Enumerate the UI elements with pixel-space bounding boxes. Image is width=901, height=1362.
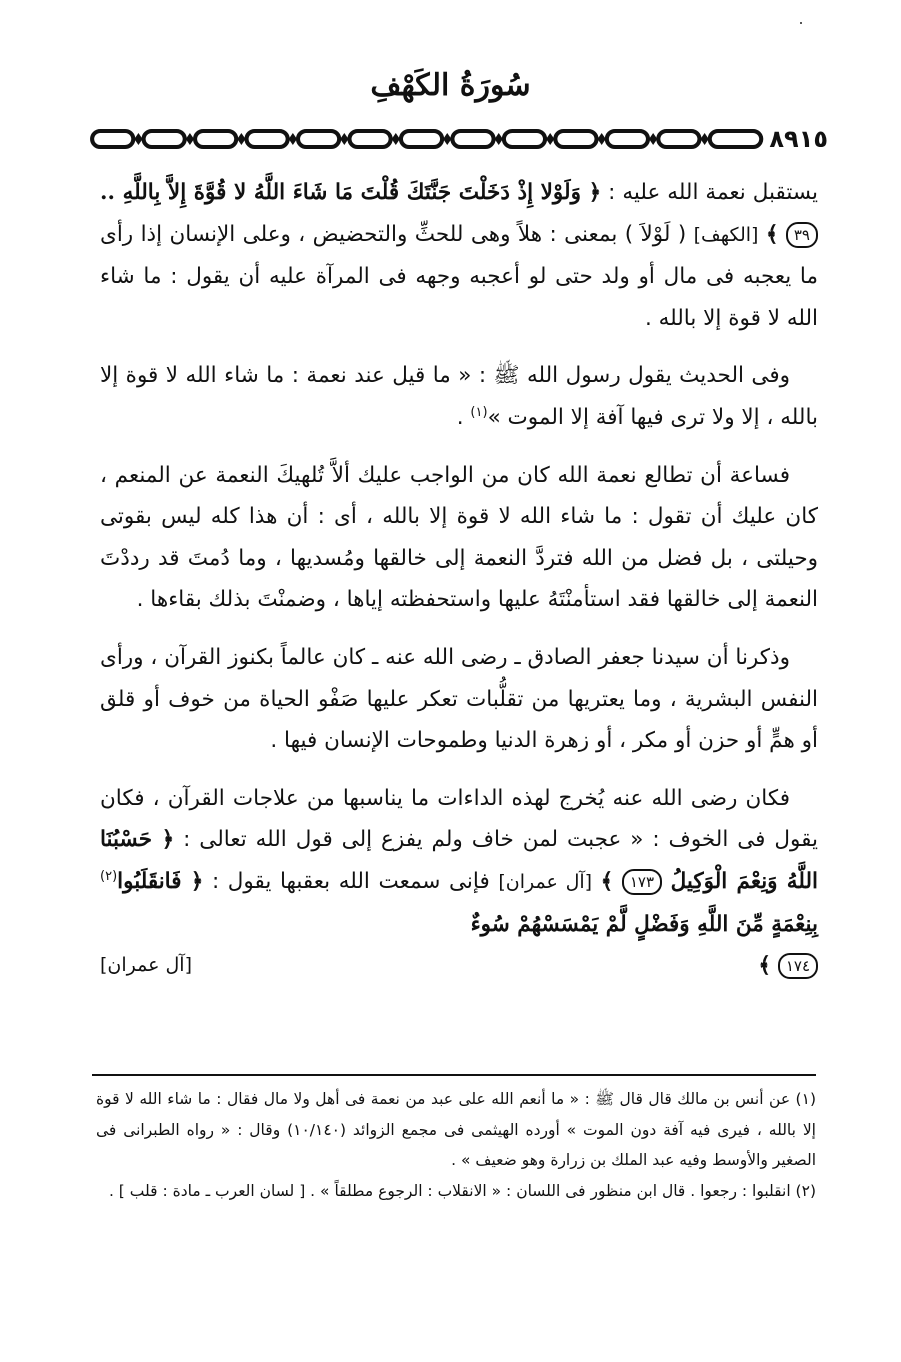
surah-reference: [آل عمران] (498, 870, 593, 893)
footnote-marker-2: (٢) (100, 868, 118, 884)
p5-sentence-2: فإنى سمعت الله بعقبها يقول : (211, 868, 490, 894)
ayah-number-marker: ١٧٣ (622, 869, 662, 895)
ayah-number-marker: ٣٩ (786, 222, 818, 248)
footnote-1 (96, 1084, 816, 1176)
verse-close-bracket: ﴾ (600, 868, 614, 894)
quran-verse-imran-173: ﴿ حَسْبُنَا اللَّهُ وَنِعْمَ الْوَكِيلُ (100, 827, 818, 894)
main-text (100, 172, 818, 1003)
footnote-divider (92, 1074, 816, 1076)
sentence-end: . (456, 404, 464, 430)
verse-close-bracket: ﴾ (758, 953, 771, 979)
verse-close-bracket: ﴾ (765, 221, 779, 247)
paragraph-2 (100, 355, 818, 438)
paragraph-3 (100, 455, 818, 621)
footnote-1-continuation: وقال : « رواه الطبرانى فى الصغير والأوسط وفيه عبد الملك بن زرارة وهو ضعيف » . (96, 1120, 816, 1169)
chain-ornament (88, 122, 767, 156)
footnote-marker-1: (١) (470, 404, 488, 420)
header-ornament-rule (88, 122, 830, 156)
surah-reference: [الكهف] (693, 223, 759, 246)
verse-ending (758, 945, 818, 987)
p5-sentence-1: فكان رضى الله عنه يُخرج لهذه الداءات ما يناسبها من علاجات القرآن ، فكان يقول فى الخوف : « عجبت لمن خاف ولم يفزع إلى قول الله تعالى : (100, 785, 818, 853)
hadith-text: وفى الحديث يقول رسول الله ﷺ : « ما قيل عند نعمة : ما شاء الله لا قوة إلا بالله ، إلا ولا ترى فيها آفة إلا الموت » (100, 363, 818, 430)
paragraph-4 (100, 637, 818, 762)
p1-sentence-1: يستقبل نعمة الله عليه : (608, 180, 818, 205)
paragraph-5 (100, 778, 818, 987)
footnote-1-text: (١) عن أنس بن مالك قال قال ﷺ : « ما أنعم الله على عبد من نعمة فى أهل ولا مال فقال : ما شاء الله لا قوة إلا بالله ، فيرى فيه آفة دون الموت » أورده الهيثمى فى مجمع الزوائد (١٠/١٤٠) (96, 1090, 816, 1139)
paragraph-1 (100, 172, 818, 339)
p4-text: وذكرنا أن سيدنا جعفر الصادق ـ رضى الله عنه ـ كان عالماً بكنوز القرآن ، ورأى النفس البشرية ، وما يعتريها من تقلُّبات تعكر عليها صَفْو الحياة من خوف أو قلق أو همٍّ أو حزن أو مكر ، أو زهرة الدنيا وطموحات الإنسان فيها . (100, 644, 818, 754)
footnote-2-text: (٢) انقلبوا : رجعوا . قال ابن منظور فى اللسان : « الانقلاب : الرجوع مطلقاً » . [ لسان العرب ـ مادة : قلب ] . (108, 1181, 816, 1200)
surah-reference: [آل عمران] (100, 954, 192, 977)
page-number: ٨٩١٥ (769, 125, 828, 153)
footnote-2 (96, 1176, 816, 1207)
quran-verse-imran-174-cont: بِنِعْمَةٍ مِّنَ اللَّهِ وَفَضْلٍ لَّمْ يَمْسَسْهُمْ سُوءٌ (470, 911, 818, 937)
quran-verse-kahf-39: ﴿ وَلَوْلا إِذْ دَخَلْتَ جَنَّتَكَ قُلْتَ مَا شَاءَ اللَّهُ لا قُوَّةَ إِلاَّ بِاللَّهِ .. (100, 180, 602, 205)
p1-sentence-2: ( لَوْلاَ ) بمعنى : هلاً وهى للحثِّ والتحضيض ، وعلى الإنسان إذا رأى ما يعجبه فى مال أو ولد حتى لو أعجبه وجهه فى المرآة عليه أن يقول : ما شاء الله لا قوة إلا بالله . (100, 221, 818, 331)
quran-verse-imran-174: ﴿ فَانقَلَبُوا (117, 868, 204, 894)
ayah-number-marker: ١٧٤ (778, 953, 818, 979)
footnotes (96, 1084, 816, 1206)
surah-title: سُورَةُ الكَهْفِ (370, 68, 531, 103)
scan-speck (800, 22, 802, 24)
p3-text: فساعة أن تطالع نعمة الله كان من الواجب عليك ألاَّ تُلهيكَ النعمة عن المنعم ، كان عليك أن تقول : ما شاء الله لا قوة إلا بالله ، أى : أن هذا كله ليس بقوتى وحيلتى ، بل فضل من الله فتردَّ النعمة إلى خالقها ومُسديها ، وما دُمتَ قد رددْتَ النعمة إلى خالقها فقد استأمنْتَهُ عليها واستحفظته إياها ، وضمنْتَ بذلك بقاءها . (100, 462, 818, 613)
verse-last-line (100, 945, 818, 987)
